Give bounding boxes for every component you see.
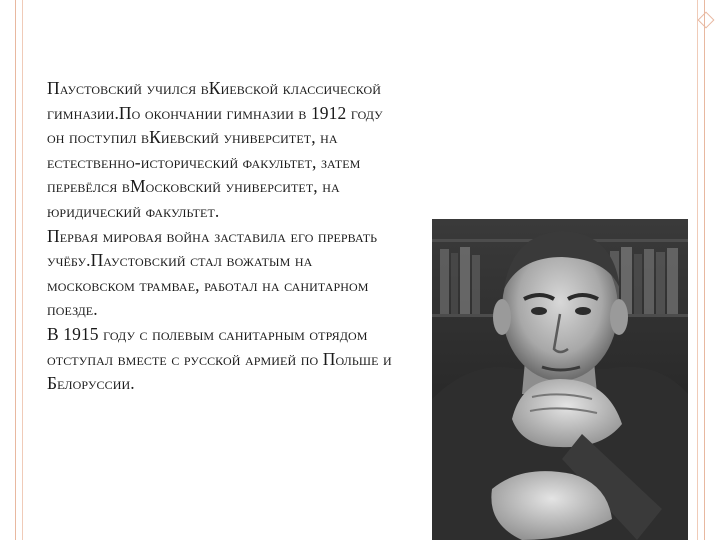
paragraph-war: Первая мировая война заставила его прервать учёбу.Паустовский стал вожатым на московском трамвае, работал на санитарном поезде. — [47, 225, 378, 320]
paragraph-education: Паустовский учился вКиевской классической гимназии.По окончании гимназии в 1912 году он поступил вКиевский университет, на естественно-исторический факультет, затем перевёлся вМосковский университет, на юридический факультет. — [47, 78, 383, 221]
biography-text — [47, 76, 397, 396]
portrait-photo — [432, 219, 688, 540]
paragraph-1915: В 1915 году с полевым санитарным отрядом отступал вместе с русской армией по Польше и Белоруссии. — [47, 323, 392, 394]
portrait-photo-drawing — [432, 219, 688, 540]
